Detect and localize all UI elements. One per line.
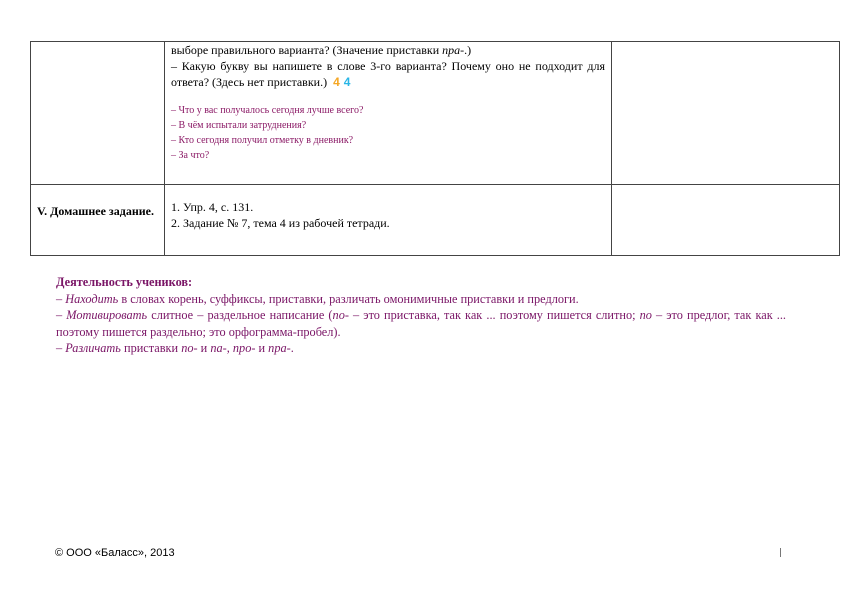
content-cell: [165, 185, 612, 256]
table-row: [31, 42, 840, 185]
homework-item: 2. Задание № 7, тема 4 из рабочей тетради.: [171, 216, 390, 230]
stage-title: V. Домашнее задание.: [37, 204, 154, 218]
reflection-question: – За что?: [171, 150, 210, 161]
reflection-question: – В чём испытали затруднения?: [171, 120, 307, 131]
activity-item: – Мотивировать слитное – раздельное написание (по- – это приставка, так как ... поэтому пишется слитно; по – это предлог, так как ... поэтому пишется раздельно; это орфограмма-пробел).: [56, 308, 786, 339]
prefix-pra: пра-: [442, 43, 465, 57]
homework-item: 1. Упр. 4, с. 131.: [171, 200, 254, 214]
table-row: [31, 185, 840, 256]
activity-item: – Различать приставки по- и па-, про- и пра-.: [56, 341, 294, 355]
notes-cell: [612, 42, 840, 185]
footer-copyright: © ООО «Баласс», 2013: [55, 547, 175, 559]
reflection-question: – Что у вас получалось сегодня лучше всего?: [171, 105, 364, 116]
page-marker: [780, 548, 781, 557]
content-cell: [165, 42, 612, 185]
answer-line: выборе правильного варианта? (Значение приставки пра-.): [171, 43, 472, 57]
question-text: – Какую букву вы напишете в слове 3-го варианта? Почему оно не подходит для ответа? (Здесь нет приставки.) 4 4: [171, 59, 605, 89]
student-activities: [56, 274, 786, 357]
number-marker-blue: 4: [343, 75, 351, 89]
notes-cell: [612, 185, 840, 256]
activities-title: Деятельность учеников:: [56, 275, 193, 289]
stage-cell: [31, 185, 165, 256]
stage-cell: [31, 42, 165, 185]
lesson-table: [30, 41, 840, 256]
reflection-questions: [171, 103, 605, 163]
activity-item: – Находить в словах корень, суффиксы, приставки, различать омонимичные приставки и предлоги.: [56, 291, 579, 306]
number-marker-orange: 4: [333, 75, 340, 89]
reflection-question: – Кто сегодня получил отметку в дневник?: [171, 135, 354, 146]
